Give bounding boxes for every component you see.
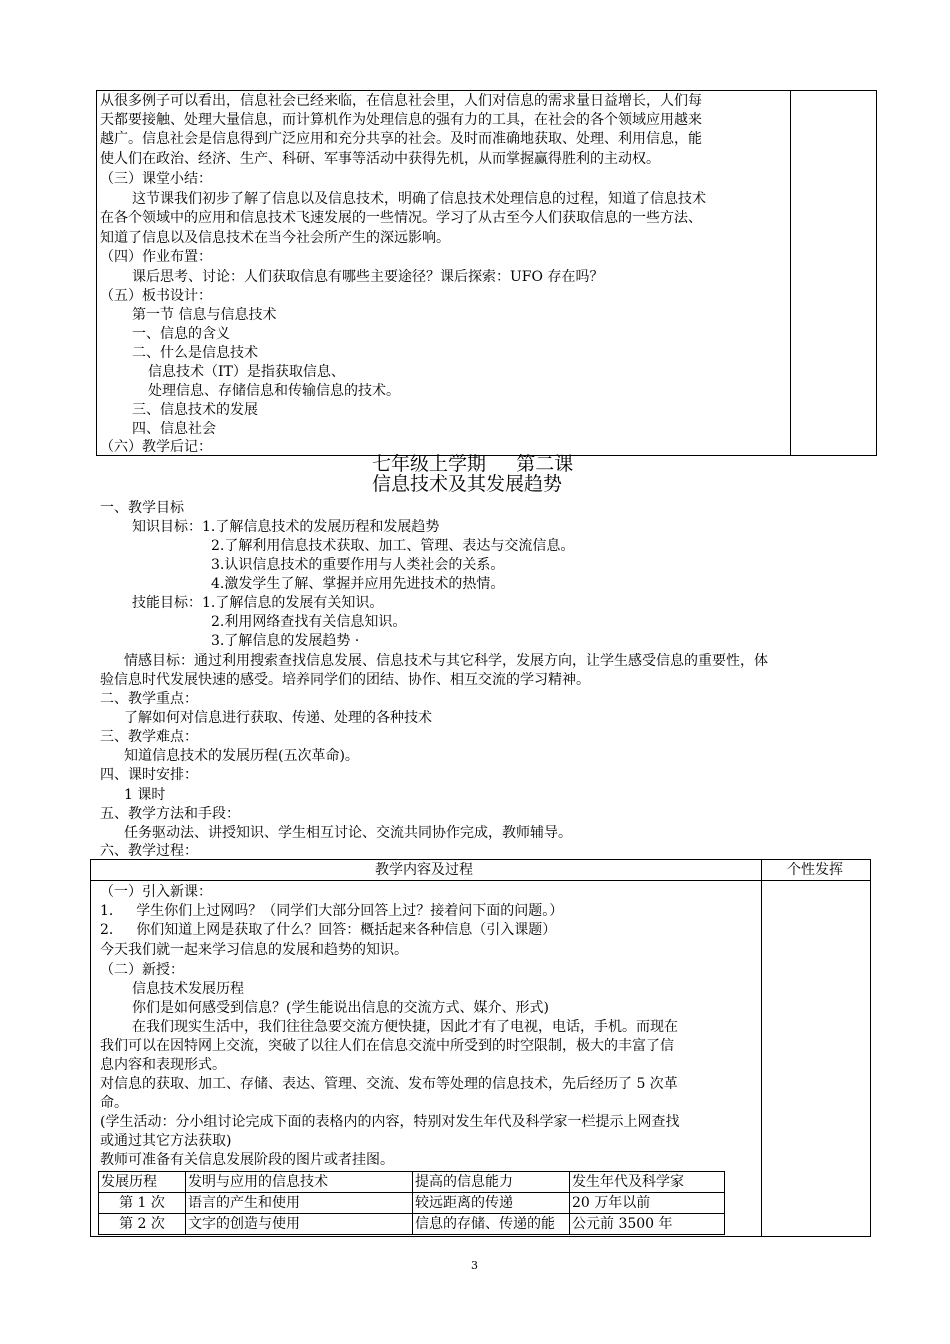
text-line: 或通过其它方法获取)	[100, 1133, 232, 1149]
text-line: 在我们现实生活中，我们往往急要交流方便快捷，因此才有了电视，电话，手机。而现在	[132, 1019, 678, 1035]
section-heading: 四、课时安排：	[100, 767, 198, 783]
text-line: 天都要接触、处理大量信息，而计算机作为处理信息的强有力的工具，在社会的各个领域应用越来	[100, 112, 702, 128]
section-heading: （三）课堂小结：	[100, 171, 212, 187]
table-header-cell: 提高的信息能力	[413, 1172, 570, 1193]
section-heading: （一）引入新课：	[100, 884, 212, 900]
text-line: 3.了解信息的发展趋势 ·	[211, 633, 360, 649]
text-line: 这节课我们初步了解了信息以及信息技术，明确了信息技术处理信息的过程，知道了信息技术	[132, 191, 706, 207]
text-line: 教师可准备有关信息发展阶段的图片或者挂图。	[100, 1152, 394, 1168]
table-cell: 第 2 次	[99, 1214, 186, 1235]
text-line: 任务驱动法、讲授知识、学生相互讨论、交流共同协作完成，教师辅导。	[124, 825, 572, 841]
section-heading: 六、教学过程：	[100, 843, 198, 859]
page-number: 3	[471, 1259, 478, 1272]
text-line: 我们可以在因特网上交流，突破了以往人们在信息交流中所受到的时空限制，极大的丰富了信	[100, 1038, 674, 1054]
text-line: 一、信息的含义	[132, 326, 230, 342]
development-stages-table	[98, 1171, 725, 1235]
table-cell: 文字的创造与使用	[186, 1214, 413, 1235]
section-heading: （六）教学后记：	[100, 439, 212, 455]
text-line: 知识目标：1.了解信息技术的发展历程和发展趋势	[132, 519, 440, 535]
text-line: 1 课时	[124, 787, 166, 803]
text-line: 命。	[100, 1095, 128, 1111]
column-divider	[761, 860, 762, 1236]
table-header-cell: 发明与应用的信息技术	[186, 1172, 413, 1193]
table-cell: 较远距离的传递	[413, 1193, 570, 1214]
text-line: 情感目标：通过利用搜索查找信息发展、信息技术与其它科学，发展方向，让学生感受信息的重要性，体	[124, 653, 768, 669]
text-line: 2． 你们知道上网是获取了什么？回答：概括起来各种信息（引入课题）	[100, 922, 557, 938]
section-heading: （四）作业布置：	[100, 249, 212, 265]
lesson-subtitle: 信息技术及其发展趋势	[372, 473, 563, 495]
text-line: 验信息时代发展快速的感受。培养同学们的团结、协作、相互交流的学习精神。	[100, 672, 590, 688]
text-line: 知道信息技术的发展历程(五次革命)。	[124, 748, 359, 764]
text-line: 4.激发学生了解、掌握并应用先进技术的热情。	[211, 576, 505, 592]
table-cell: 20 万年以前	[570, 1193, 725, 1214]
text-line: 三、信息技术的发展	[132, 402, 258, 418]
text-line: 信息技术发展历程	[132, 981, 244, 997]
section-heading: 二、教学重点：	[100, 691, 198, 707]
header-divider	[91, 880, 870, 881]
header-personal: 个性发挥	[787, 862, 843, 878]
table-header-row	[99, 1172, 725, 1193]
table-cell: 信息的存储、传递的能	[413, 1214, 570, 1235]
text-line: 四、信息社会	[132, 421, 216, 437]
text-line: 处理信息、存储信息和传输信息的技术。	[148, 383, 400, 399]
section-heading: （五）板书设计：	[100, 288, 212, 304]
section-heading: 一、教学目标	[100, 500, 184, 516]
text-line: 越广。信息社会是信息得到广泛应用和充分共享的社会。及时而准确地获取、处理、利用信息，能	[100, 131, 702, 147]
text-line: 3.认识信息技术的重要作用与人类社会的关系。	[211, 557, 505, 573]
header-content: 教学内容及过程	[375, 862, 473, 878]
table-cell: 语言的产生和使用	[186, 1193, 413, 1214]
text-line: 技能目标：1.了解信息的发展有关知识。	[132, 595, 384, 611]
table-row	[99, 1193, 725, 1214]
column-divider	[790, 91, 791, 455]
text-line: 二、什么是信息技术	[132, 345, 258, 361]
table-header-cell: 发展历程	[99, 1172, 186, 1193]
text-line: 1． 学生你们上过网吗？（同学们大部分回答上过？接着问下面的问题。）	[100, 903, 564, 919]
text-line: 在各个领域中的应用和信息技术飞速发展的一些情况。学习了从古至今人们获取信息的一些方法、	[100, 210, 702, 226]
text-line: 使人们在政治、经济、生产、科研、军事等活动中获得先机，从而掌握赢得胜利的主动权。	[100, 151, 660, 167]
section-heading: 三、教学难点：	[100, 729, 198, 745]
text-line: 信息技术（IT）是指获取信息、	[148, 364, 345, 380]
table-cell: 公元前 3500 年	[570, 1214, 725, 1235]
text-line: 第一节 信息与信息技术	[132, 307, 277, 323]
table-row	[99, 1214, 725, 1235]
text-line: 你们是如何感受到信息？(学生能说出信息的交流方式、媒介、形式)	[132, 1000, 549, 1016]
text-line: 课后思考、讨论：人们获取信息有哪些主要途径？课后探索：UFO 存在吗？	[132, 269, 604, 285]
text-line: (学生活动：分小组讨论完成下面的表格内的内容，特别对发生年代及科学家一栏提示上网查找	[100, 1114, 680, 1130]
text-line: 从很多例子可以看出，信息社会已经来临，在信息社会里，人们对信息的需求量日益增长，人们每	[100, 93, 702, 109]
text-line: 2.了解利用信息技术获取、加工、管理、表达与交流信息。	[211, 538, 575, 554]
text-line: 今天我们就一起来学习信息的发展和趋势的知识。	[100, 942, 408, 958]
table-header-cell: 发生年代及科学家	[570, 1172, 725, 1193]
text-line: 息内容和表现形式。	[100, 1057, 226, 1073]
text-line: 2.利用网络查找有关信息知识。	[211, 614, 407, 630]
text-line: 对信息的获取、加工、存储、表达、管理、交流、发布等处理的信息技术，先后经历了 5 次革	[100, 1076, 678, 1092]
text-line: 了解如何对信息进行获取、传递、处理的各种技术	[124, 710, 432, 726]
section-heading: （二）新授：	[100, 962, 184, 978]
section-heading: 五、教学方法和手段：	[100, 806, 240, 822]
table-cell: 第 1 次	[99, 1193, 186, 1214]
lesson-title: 七年级上学期 第二课	[372, 453, 574, 475]
text-line: 知道了信息以及信息技术在当今社会所产生的深远影响。	[100, 230, 450, 246]
